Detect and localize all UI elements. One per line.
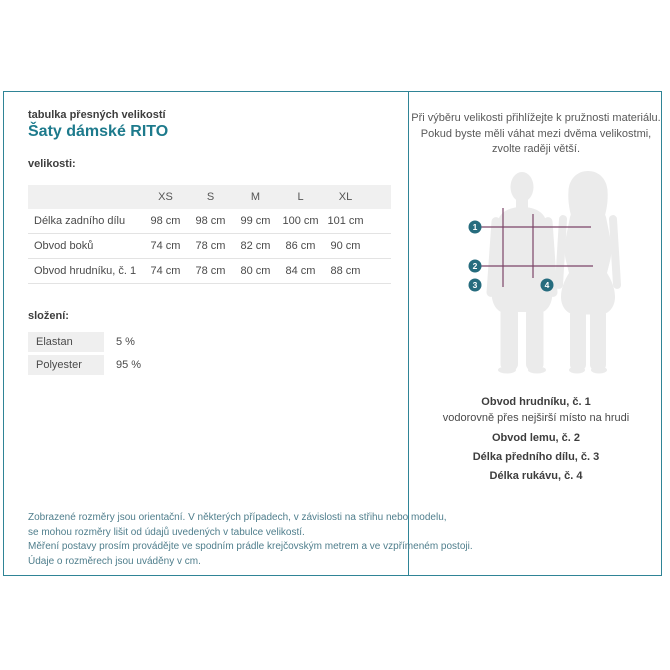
cell-value: 80 cm <box>240 265 271 277</box>
legend-title-4: Délka rukávu, č. 4 <box>489 470 583 482</box>
column-header-xs: XS <box>158 191 173 203</box>
cell-value: 98 cm <box>195 215 226 227</box>
table-row <box>28 259 391 284</box>
composition-section-label: složení: <box>28 310 69 322</box>
cell-value: 99 cm <box>240 215 271 227</box>
body-silhouettes-figure <box>441 166 661 391</box>
column-header-m: M <box>250 191 261 203</box>
size-chart-panel <box>3 91 662 576</box>
marker-4-number: 4 <box>544 280 550 290</box>
cell-value: 86 cm <box>285 240 316 252</box>
column-header-s: S <box>206 191 215 203</box>
product-title: Šaty dámské RITO <box>28 123 169 140</box>
cell-value: 100 cm <box>282 215 319 227</box>
composition-table <box>28 332 141 378</box>
cell-value: 98 cm <box>150 215 181 227</box>
legend-title-1: Obvod hrudníku, č. 1 <box>481 396 591 408</box>
size-table-header <box>28 185 391 209</box>
marker-2-number: 2 <box>472 261 478 271</box>
row-label: Obvod hrudníku, č. 1 <box>34 265 137 277</box>
female-silhouette-icon <box>555 171 622 374</box>
chart-eyebrow: tabulka přesných velikostí <box>28 109 166 121</box>
legend-subtitle-1: vodorovně přes nejširší místo na hrudi <box>442 412 630 424</box>
male-silhouette-icon <box>486 172 558 374</box>
fit-advice-line: zvolte raději větší. <box>491 143 581 155</box>
cell-value: 82 cm <box>240 240 271 252</box>
sizes-section-label: velikosti: <box>28 158 76 170</box>
disclaimer-line: Údaje o rozměrech jsou uváděny v cm. <box>28 555 201 567</box>
cell-value: 78 cm <box>195 265 226 277</box>
column-header-l: L <box>297 191 304 203</box>
material-percent: 95 % <box>116 359 142 371</box>
cell-value: 74 cm <box>150 240 181 252</box>
size-table <box>28 185 391 284</box>
composition-row <box>28 332 141 352</box>
material-name: Polyester <box>28 355 104 375</box>
fit-advice-line: Při výběru velikosti přihlížejte k pružnosti materiálu. <box>411 112 661 124</box>
row-label: Obvod boků <box>34 240 94 252</box>
cell-value: 101 cm <box>327 215 364 227</box>
cell-value: 78 cm <box>195 240 226 252</box>
table-row <box>28 234 391 259</box>
legend-title-2: Obvod lemu, č. 2 <box>491 432 581 444</box>
cell-value: 88 cm <box>330 265 361 277</box>
marker-3-number: 3 <box>472 280 478 290</box>
disclaimer-line: Měření postavy prosím provádějte ve spodním prádle krejčovským metrem a ve vzpřímeném postoji. <box>28 541 473 552</box>
column-divider <box>408 92 409 575</box>
disclaimer-line: Zobrazené rozměry jsou orientační. V některých případech, v závislosti na střihu nebo modelu, <box>28 512 447 523</box>
measurement-diagram <box>441 166 661 391</box>
cell-value: 84 cm <box>285 265 316 277</box>
disclaimer-text <box>28 511 473 569</box>
legend-title-3: Délka předního dílu, č. 3 <box>472 451 600 463</box>
fit-advice-line: Pokud byste měli váhat mezi dvěma velikostmi, <box>420 127 652 140</box>
material-name: Elastan <box>28 332 104 352</box>
measurement-legend <box>409 394 663 484</box>
material-percent: 5 % <box>116 336 135 348</box>
row-label: Délka zadního dílu <box>34 215 126 227</box>
cell-value: 90 cm <box>330 240 361 252</box>
marker-1-number: 1 <box>472 222 478 232</box>
disclaimer-line: se mohou rozměry lišit od údajů uvedených v tabulce velikostí. <box>28 526 305 538</box>
table-row <box>28 209 391 234</box>
composition-row <box>28 355 141 375</box>
cell-value: 74 cm <box>150 265 181 277</box>
fit-advice-text <box>409 111 663 158</box>
column-header-xl: XL <box>338 191 353 203</box>
